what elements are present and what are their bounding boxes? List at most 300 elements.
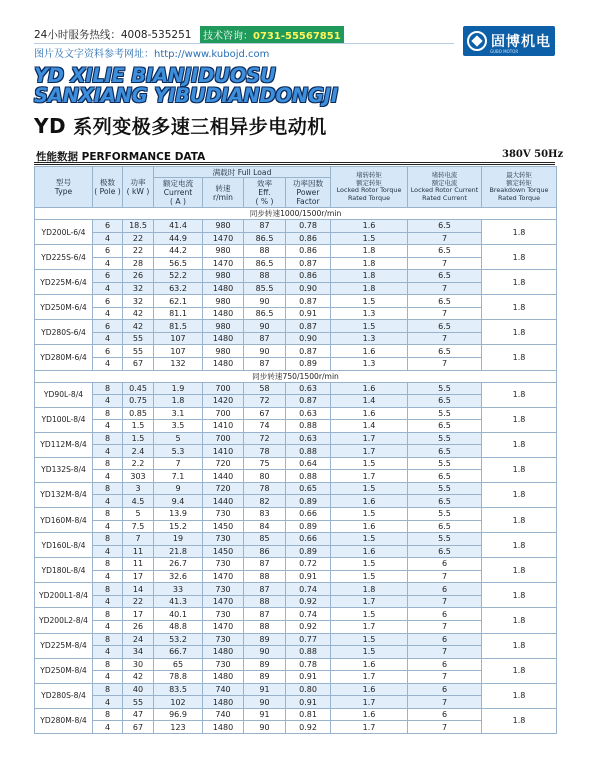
table-row [35, 708, 557, 721]
current-cell: 102 [154, 696, 203, 709]
efficiency-cell: 87 [244, 558, 286, 571]
locked-rotor-current-cell: 6.5 [408, 545, 482, 558]
power-factor-cell: 0.66 [286, 508, 331, 521]
locked-rotor-torque-cell: 1.7 [331, 445, 408, 458]
locked-rotor-torque-cell: 1.7 [331, 671, 408, 684]
logo-subtext: GUBO MOTOR [490, 49, 519, 54]
locked-rotor-torque-cell: 1.5 [331, 320, 408, 333]
power-cell: 0.75 [123, 395, 154, 408]
current-cell: 3.5 [154, 420, 203, 433]
power-factor-cell: 0.90 [286, 332, 331, 345]
table-row [35, 520, 557, 533]
efficiency-cell: 84 [244, 520, 286, 533]
model-type: YD200L1-8/4 [35, 583, 93, 608]
speed-cell: 740 [203, 708, 244, 721]
power-factor-cell: 0.64 [286, 457, 331, 470]
locked-rotor-torque-cell: 1.7 [331, 432, 408, 445]
locked-rotor-current-cell: 7 [408, 671, 482, 684]
poles-cell: 4 [93, 545, 123, 558]
model-type: YD90L-8/4 [35, 382, 93, 407]
speed-group-title: 同步转速750/1500r/min [35, 370, 557, 382]
col-efficiency: 效率 Eff. ( % ) [244, 178, 286, 208]
model-type: YD132S-8/4 [35, 457, 93, 482]
pinyin-title [34, 66, 338, 106]
table-row [35, 646, 557, 659]
power-cell: 7 [123, 533, 154, 546]
poles-cell: 4 [93, 332, 123, 345]
breakdown-torque-cell: 1.8 [482, 533, 557, 558]
current-cell: 123 [154, 721, 203, 734]
speed-cell: 1480 [203, 282, 244, 295]
poles-cell: 8 [93, 382, 123, 395]
efficiency-cell: 90 [244, 320, 286, 333]
table-row [35, 583, 557, 596]
table-row [35, 320, 557, 333]
power-factor-cell: 0.89 [286, 495, 331, 508]
locked-rotor-torque-cell: 1.8 [331, 257, 408, 270]
power-cell: 22 [123, 245, 154, 258]
locked-rotor-current-cell: 6 [408, 658, 482, 671]
breakdown-torque-cell: 1.8 [482, 345, 557, 370]
poles-cell: 4 [93, 307, 123, 320]
current-cell: 107 [154, 345, 203, 358]
performance-table [34, 166, 557, 734]
breakdown-torque-cell: 1.8 [482, 320, 557, 345]
poles-cell: 8 [93, 558, 123, 571]
poles-cell: 8 [93, 432, 123, 445]
table-row [35, 457, 557, 470]
locked-rotor-torque-cell: 1.7 [331, 696, 408, 709]
speed-cell: 1480 [203, 332, 244, 345]
table-row [35, 633, 557, 646]
efficiency-cell: 89 [244, 633, 286, 646]
current-cell: 7.1 [154, 470, 203, 483]
efficiency-cell: 86.5 [244, 257, 286, 270]
power-cell: 55 [123, 696, 154, 709]
poles-cell: 4 [93, 620, 123, 633]
poles-cell: 4 [93, 721, 123, 734]
poles-cell: 4 [93, 495, 123, 508]
table-row [35, 420, 557, 433]
power-cell: 67 [123, 721, 154, 734]
power-cell: 303 [123, 470, 154, 483]
power-cell: 11 [123, 558, 154, 571]
power-cell: 0.45 [123, 382, 154, 395]
power-cell: 17 [123, 608, 154, 621]
power-cell: 5 [123, 508, 154, 521]
locked-rotor-current-cell: 7 [408, 570, 482, 583]
locked-rotor-torque-cell: 1.6 [331, 220, 408, 233]
speed-cell: 980 [203, 245, 244, 258]
power-factor-cell: 0.65 [286, 482, 331, 495]
locked-rotor-current-cell: 7 [408, 232, 482, 245]
current-cell: 78.8 [154, 671, 203, 684]
current-cell: 41.3 [154, 595, 203, 608]
locked-rotor-current-cell: 5.5 [408, 482, 482, 495]
locked-rotor-torque-cell: 1.5 [331, 482, 408, 495]
locked-rotor-torque-cell: 1.6 [331, 407, 408, 420]
locked-rotor-torque-cell: 1.6 [331, 495, 408, 508]
power-factor-cell: 0.87 [286, 295, 331, 308]
locked-rotor-current-cell: 6.5 [408, 270, 482, 283]
power-cell: 42 [123, 671, 154, 684]
locked-rotor-current-cell: 5.5 [408, 508, 482, 521]
model-type: YD132M-8/4 [35, 482, 93, 507]
power-factor-cell: 0.88 [286, 445, 331, 458]
efficiency-cell: 83 [244, 508, 286, 521]
locked-rotor-torque-cell: 1.5 [331, 508, 408, 521]
locked-rotor-torque-cell: 1.5 [331, 633, 408, 646]
power-factor-cell: 0.87 [286, 395, 331, 408]
table-row [35, 232, 557, 245]
poles-cell: 8 [93, 658, 123, 671]
efficiency-cell: 86 [244, 545, 286, 558]
current-cell: 132 [154, 358, 203, 371]
locked-rotor-current-cell: 7 [408, 721, 482, 734]
efficiency-cell: 90 [244, 295, 286, 308]
current-cell: 96.9 [154, 708, 203, 721]
power-factor-cell: 0.91 [286, 570, 331, 583]
table-row [35, 696, 557, 709]
locked-rotor-current-cell: 6 [408, 683, 482, 696]
power-cell: 22 [123, 595, 154, 608]
locked-rotor-current-cell: 5.5 [408, 432, 482, 445]
locked-rotor-torque-cell: 1.6 [331, 545, 408, 558]
poles-cell: 6 [93, 320, 123, 333]
locked-rotor-torque-cell: 1.8 [331, 282, 408, 295]
speed-group-title: 同步转速1000/1500r/min [35, 208, 557, 220]
poles-cell: 8 [93, 608, 123, 621]
poles-cell: 4 [93, 358, 123, 371]
efficiency-cell: 85 [244, 533, 286, 546]
locked-rotor-torque-cell: 1.3 [331, 332, 408, 345]
speed-cell: 1410 [203, 445, 244, 458]
table-row [35, 270, 557, 283]
speed-cell: 730 [203, 633, 244, 646]
current-cell: 21.8 [154, 545, 203, 558]
power-cell: 55 [123, 345, 154, 358]
poles-cell: 4 [93, 520, 123, 533]
locked-rotor-torque-cell: 1.7 [331, 595, 408, 608]
locked-rotor-torque-cell: 1.6 [331, 683, 408, 696]
power-factor-cell: 0.78 [286, 220, 331, 233]
power-factor-cell: 0.74 [286, 608, 331, 621]
breakdown-torque-cell: 1.8 [482, 583, 557, 608]
logo-icon [467, 31, 487, 51]
power-factor-cell: 0.78 [286, 658, 331, 671]
current-cell: 26.7 [154, 558, 203, 571]
speed-cell: 980 [203, 220, 244, 233]
voltage-label: 380V 50Hz [502, 149, 564, 160]
locked-rotor-current-cell: 6.5 [408, 445, 482, 458]
current-cell: 13.9 [154, 508, 203, 521]
speed-cell: 1450 [203, 520, 244, 533]
power-cell: 2.4 [123, 445, 154, 458]
current-cell: 15.2 [154, 520, 203, 533]
table-row [35, 295, 557, 308]
speed-cell: 730 [203, 508, 244, 521]
speed-cell: 700 [203, 432, 244, 445]
col-breakdown-torque: 最大转矩 额定转矩 Breakdown Torque Rated Torque [482, 167, 557, 208]
power-cell: 3 [123, 482, 154, 495]
power-factor-cell: 0.89 [286, 545, 331, 558]
current-cell: 7 [154, 457, 203, 470]
locked-rotor-current-cell: 5.5 [408, 382, 482, 395]
breakdown-torque-cell: 1.8 [482, 457, 557, 482]
locked-rotor-current-cell: 7 [408, 646, 482, 659]
locked-rotor-current-cell: 5.5 [408, 407, 482, 420]
speed-cell: 980 [203, 320, 244, 333]
efficiency-cell: 89 [244, 671, 286, 684]
poles-cell: 8 [93, 708, 123, 721]
table-row [35, 245, 557, 258]
chinese-title [34, 112, 327, 139]
locked-rotor-current-cell: 7 [408, 595, 482, 608]
power-cell: 14 [123, 583, 154, 596]
breakdown-torque-cell: 1.8 [482, 220, 557, 245]
model-type: YD225M-8/4 [35, 633, 93, 658]
power-cell: 30 [123, 658, 154, 671]
speed-cell: 720 [203, 482, 244, 495]
locked-rotor-torque-cell: 1.6 [331, 345, 408, 358]
poles-cell: 6 [93, 220, 123, 233]
poles-cell: 8 [93, 508, 123, 521]
table-row [35, 395, 557, 408]
efficiency-cell: 86.5 [244, 232, 286, 245]
locked-rotor-torque-cell: 1.5 [331, 457, 408, 470]
poles-cell: 8 [93, 482, 123, 495]
col-speed: 转速 r/min [203, 178, 244, 208]
current-cell: 19 [154, 533, 203, 546]
section-rule [34, 162, 555, 165]
pinyin-line-2: SANXIANG YIBUDIANDONGJI [34, 84, 338, 107]
breakdown-torque-cell: 1.8 [482, 558, 557, 583]
header-rule [34, 43, 454, 44]
speed-cell: 1410 [203, 420, 244, 433]
power-cell: 18.5 [123, 220, 154, 233]
locked-rotor-current-cell: 6.5 [408, 470, 482, 483]
table-row [35, 545, 557, 558]
model-type: YD180L-8/4 [35, 558, 93, 583]
power-cell: 47 [123, 708, 154, 721]
locked-rotor-torque-cell: 1.6 [331, 708, 408, 721]
efficiency-cell: 78 [244, 445, 286, 458]
breakdown-torque-cell: 1.8 [482, 633, 557, 658]
power-factor-cell: 0.74 [286, 583, 331, 596]
power-cell: 28 [123, 257, 154, 270]
current-cell: 1.9 [154, 382, 203, 395]
col-power: 功率 ( kW ) [123, 167, 154, 208]
power-factor-cell: 0.81 [286, 708, 331, 721]
power-factor-cell: 0.86 [286, 245, 331, 258]
breakdown-torque-cell: 1.8 [482, 608, 557, 633]
poles-cell: 4 [93, 671, 123, 684]
current-cell: 41.4 [154, 220, 203, 233]
power-cell: 7.5 [123, 520, 154, 533]
speed-cell: 1480 [203, 721, 244, 734]
model-type: YD160L-8/4 [35, 533, 93, 558]
consult-phone: 0731-55567851 [253, 31, 341, 42]
table-row [35, 533, 557, 546]
current-cell: 52.2 [154, 270, 203, 283]
locked-rotor-current-cell: 6 [408, 708, 482, 721]
current-cell: 65 [154, 658, 203, 671]
locked-rotor-current-cell: 6.5 [408, 520, 482, 533]
title-text: 系列变极多速三相异步电动机 [73, 116, 327, 138]
logo-text: 固博机电 [491, 34, 551, 50]
efficiency-cell: 90 [244, 646, 286, 659]
power-factor-cell: 0.88 [286, 646, 331, 659]
power-cell: 11 [123, 545, 154, 558]
locked-rotor-torque-cell: 1.3 [331, 307, 408, 320]
efficiency-cell: 74 [244, 420, 286, 433]
power-cell: 22 [123, 232, 154, 245]
table-row [35, 558, 557, 571]
efficiency-cell: 87 [244, 583, 286, 596]
efficiency-cell: 88 [244, 270, 286, 283]
power-factor-cell: 0.63 [286, 407, 331, 420]
efficiency-cell: 78 [244, 482, 286, 495]
model-type: YD280S-8/4 [35, 683, 93, 708]
model-type: YD200L2-8/4 [35, 608, 93, 633]
current-cell: 48.8 [154, 620, 203, 633]
breakdown-torque-cell: 1.8 [482, 407, 557, 432]
power-cell: 42 [123, 307, 154, 320]
efficiency-cell: 90 [244, 345, 286, 358]
efficiency-cell: 90 [244, 696, 286, 709]
poles-cell: 8 [93, 633, 123, 646]
table-row [35, 432, 557, 445]
locked-rotor-current-cell: 6.5 [408, 345, 482, 358]
power-factor-cell: 0.86 [286, 232, 331, 245]
breakdown-torque-cell: 1.8 [482, 658, 557, 683]
current-cell: 53.2 [154, 633, 203, 646]
locked-rotor-current-cell: 7 [408, 282, 482, 295]
current-cell: 3.1 [154, 407, 203, 420]
breakdown-torque-cell: 1.8 [482, 270, 557, 295]
col-locked-rotor-current: 堵转电流 额定电流 Locked Rotor Current Rated Current [408, 167, 482, 208]
breakdown-torque-cell: 1.8 [482, 245, 557, 270]
locked-rotor-torque-cell: 1.7 [331, 620, 408, 633]
current-cell: 107 [154, 332, 203, 345]
speed-cell: 1480 [203, 671, 244, 684]
power-cell: 26 [123, 620, 154, 633]
section-label: 性能数据 PERFORMANCE DATA [36, 151, 206, 163]
locked-rotor-current-cell: 6.5 [408, 295, 482, 308]
locked-rotor-torque-cell: 1.7 [331, 470, 408, 483]
poles-cell: 8 [93, 583, 123, 596]
efficiency-cell: 86.5 [244, 307, 286, 320]
locked-rotor-current-cell: 7 [408, 332, 482, 345]
consult-label: 技术咨询： [203, 31, 253, 42]
speed-cell: 1480 [203, 696, 244, 709]
locked-rotor-torque-cell: 1.5 [331, 232, 408, 245]
speed-cell: 980 [203, 270, 244, 283]
locked-rotor-current-cell: 7 [408, 307, 482, 320]
locked-rotor-torque-cell: 1.7 [331, 721, 408, 734]
speed-cell: 700 [203, 382, 244, 395]
poles-cell: 6 [93, 345, 123, 358]
col-full-load: 满载时 Full Load [154, 167, 331, 178]
locked-rotor-current-cell: 7 [408, 696, 482, 709]
current-cell: 9.4 [154, 495, 203, 508]
locked-rotor-current-cell: 6 [408, 633, 482, 646]
table-row [35, 470, 557, 483]
poles-cell: 4 [93, 595, 123, 608]
efficiency-cell: 91 [244, 708, 286, 721]
efficiency-cell: 80 [244, 470, 286, 483]
power-cell: 55 [123, 332, 154, 345]
poles-cell: 8 [93, 457, 123, 470]
efficiency-cell: 90 [244, 721, 286, 734]
power-factor-cell: 0.86 [286, 270, 331, 283]
table-row [35, 220, 557, 233]
breakdown-torque-cell: 1.8 [482, 683, 557, 708]
poles-cell: 6 [93, 295, 123, 308]
col-locked-rotor-torque: 堵转转矩 额定转矩 Locked Rotor Torque Rated Torque [331, 167, 408, 208]
efficiency-cell: 67 [244, 407, 286, 420]
power-factor-cell: 0.87 [286, 320, 331, 333]
table-row [35, 445, 557, 458]
speed-cell: 1440 [203, 470, 244, 483]
section-row [35, 208, 557, 220]
speed-cell: 730 [203, 558, 244, 571]
locked-rotor-torque-cell: 1.8 [331, 270, 408, 283]
power-factor-cell: 0.66 [286, 533, 331, 546]
locked-rotor-current-cell: 6 [408, 608, 482, 621]
speed-cell: 980 [203, 345, 244, 358]
poles-cell: 4 [93, 232, 123, 245]
efficiency-cell: 72 [244, 395, 286, 408]
efficiency-cell: 85.5 [244, 282, 286, 295]
locked-rotor-current-cell: 6.5 [408, 395, 482, 408]
section-row [35, 370, 557, 382]
pinyin-line-1: YD XILIE BIANJIDUOSU [34, 64, 276, 87]
locked-rotor-torque-cell: 1.6 [331, 658, 408, 671]
efficiency-cell: 87 [244, 220, 286, 233]
power-factor-cell: 0.91 [286, 307, 331, 320]
model-type: YD250M-6/4 [35, 295, 93, 320]
locked-rotor-torque-cell: 1.5 [331, 558, 408, 571]
efficiency-cell: 75 [244, 457, 286, 470]
locked-rotor-torque-cell: 1.8 [331, 245, 408, 258]
current-cell: 66.7 [154, 646, 203, 659]
power-factor-cell: 0.63 [286, 382, 331, 395]
reference-url: 图片及文字资料参考网址：http://www.kubojd.com [34, 49, 270, 60]
current-cell: 44.2 [154, 245, 203, 258]
locked-rotor-torque-cell: 1.6 [331, 382, 408, 395]
locked-rotor-current-cell: 7 [408, 358, 482, 371]
efficiency-cell: 91 [244, 683, 286, 696]
efficiency-cell: 87 [244, 608, 286, 621]
locked-rotor-torque-cell: 1.5 [331, 570, 408, 583]
power-factor-cell: 0.92 [286, 620, 331, 633]
locked-rotor-current-cell: 5.5 [408, 533, 482, 546]
locked-rotor-current-cell: 6 [408, 558, 482, 571]
table-row [35, 482, 557, 495]
title-prefix: YD [34, 114, 67, 138]
efficiency-cell: 88 [244, 245, 286, 258]
model-type: YD225M-6/4 [35, 270, 93, 295]
power-cell: 42 [123, 320, 154, 333]
col-current: 额定电流 Current ( A ) [154, 178, 203, 208]
power-factor-cell: 0.63 [286, 432, 331, 445]
locked-rotor-current-cell: 6 [408, 583, 482, 596]
current-cell: 81.1 [154, 307, 203, 320]
poles-cell: 6 [93, 270, 123, 283]
efficiency-cell: 88 [244, 570, 286, 583]
poles-cell: 4 [93, 646, 123, 659]
